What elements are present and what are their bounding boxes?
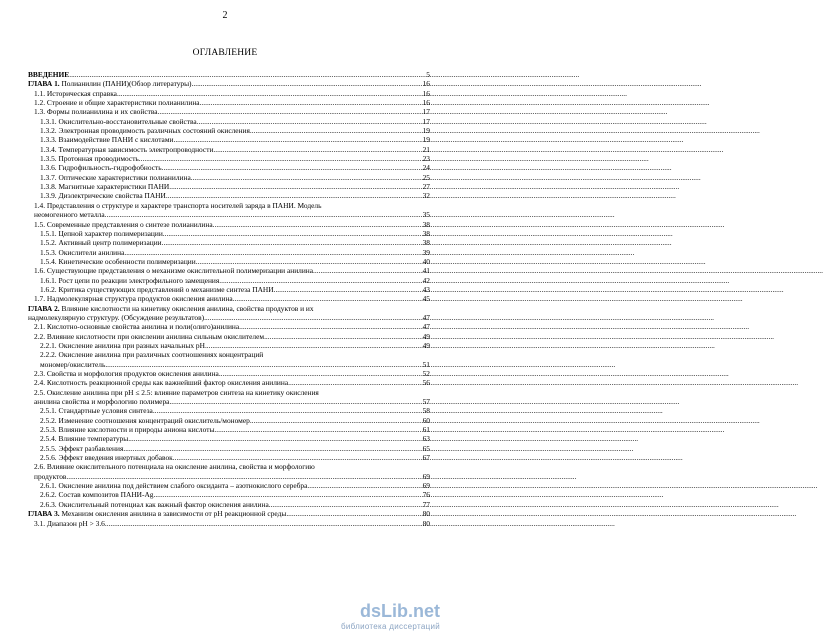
toc-page-number: 80 [422,518,430,528]
toc-page-number: 23 [422,154,430,164]
watermark-logo: dsLib.net [360,601,440,621]
toc-entry-label: ГЛАВА 3. [28,509,60,519]
toc-entry [28,304,430,323]
toc-entry [28,425,430,434]
toc-dot-leader [162,238,422,247]
toc-entry-title: 1.5.3. Окислители анилина [40,247,125,257]
toc-page-number: 49 [422,331,430,341]
toc-dot-leader [288,378,421,387]
toc-dot-leader [105,360,421,369]
toc-dot-leader [117,89,422,98]
toc-entry-title: 2.5.6. Эффект введения инертных добавок [40,453,173,463]
toc-entry-text [40,163,162,172]
toc-page-number: 76 [422,490,430,500]
toc-entry-title: 1.2. Строение и общие характеристики полианилина [34,98,200,108]
toc-entry-text [34,89,117,98]
toc-page-number: 38 [422,238,430,248]
toc-dot-leader [274,285,422,294]
toc-dot-leader [192,79,422,88]
toc-page-number: 63 [422,434,430,444]
toc-entry [28,98,430,107]
toc-entry-title: 2.3. Свойства и морфология продуктов окисления анилина [34,369,219,378]
toc-entry-text [40,182,169,191]
toc-dot-leader [239,322,421,331]
toc-page-number: 32 [422,191,430,201]
toc-entry-text [34,294,233,303]
toc-entry-line [40,360,430,369]
toc-entry-text [40,500,269,509]
toc-entry [28,229,430,238]
toc-page-number: 65 [422,443,430,453]
page-number: 2 [222,10,228,21]
toc-entry-title: Влияние кислотности на кинетику окисления анилина, свойства продуктов и их [59,303,314,313]
toc-page-number: 56 [422,378,430,388]
toc-entry [28,276,430,285]
toc-dot-leader [163,229,422,238]
toc-page-number: 19 [422,135,430,145]
toc-entry-title: 1.3.3. Взаимодействие ПАНИ с кислотами [40,135,174,145]
toc-page-number: 77 [422,499,430,509]
toc-dot-leader [204,313,422,322]
toc-dot-leader [250,416,422,425]
table-of-contents [28,70,430,528]
toc-entry [28,453,430,462]
toc-entry [28,79,430,88]
toc-dot-leader [169,397,421,406]
toc-page-number: 16 [422,88,430,98]
page-title: ОГЛАВЛЕНИЕ [192,48,258,58]
toc-entry [28,126,430,135]
toc-entry-continuation: анилина свойства и морфологию полимера [34,397,170,407]
toc-dot-leader [153,490,421,499]
toc-entry-text [34,266,313,275]
toc-dot-leader [66,472,421,481]
toc-entry-text [40,481,307,490]
toc-entry-text [40,276,219,285]
toc-entry-text [40,453,173,462]
toc-page-number: 38 [422,219,430,229]
toc-entry [28,350,430,369]
toc-entry [28,285,430,294]
toc-entry-text [40,154,139,163]
toc-entry [28,322,430,331]
toc-entry-title: 2.4. Кислотность реакционной среды как важнейший фактор окисления анилина [34,378,289,388]
toc-entry [28,519,430,528]
toc-entry [28,369,430,378]
toc-page-number: 25 [422,172,430,182]
toc-entry-title: 2.1. Кислотно-основные свойства анилина и поли(олиго)анилина [34,322,240,332]
toc-page-number: 27 [422,182,430,192]
toc-entry-text [40,238,162,247]
toc-dot-leader [173,135,421,144]
toc-dot-leader [200,98,422,107]
toc-entry-title: 2.5. Окисление анилина при pH ≤ 2.5: влияние параметров синтеза на кинетику окисления [34,387,319,397]
toc-entry-title: 2.6. Влияние окислительного потенциала на окисление анилина, свойства и морфологию [34,462,315,472]
toc-dot-leader [191,173,422,182]
toc-page-number: 61 [422,425,430,435]
toc-page-number: 69 [422,481,430,491]
toc-page-number: 60 [422,415,430,425]
toc-page-number: 21 [422,144,430,154]
toc-page-number: 17 [422,107,430,117]
toc-entry [28,257,430,266]
toc-dot-leader [169,182,421,191]
toc-entry-title: 1.3.5. Протонная проводимость [40,154,139,164]
toc-dot-leader [196,257,422,266]
toc-entry [28,388,430,407]
toc-entry-title: 2.2.1. Окисление анилина при разных начальных pH [40,340,205,350]
toc-entry-text [40,135,173,144]
toc-entry-title: 1.3.9. Диэлектрические свойства ПАНИ [40,191,166,201]
toc-dot-leader [214,220,421,229]
toc-entry-text [40,406,153,415]
toc-page-number: 35 [422,210,430,220]
toc-dot-leader [233,294,422,303]
toc-entry [28,154,430,163]
toc-entry-line [34,210,430,219]
toc-entry [28,462,430,481]
toc-entry-text [34,107,158,116]
toc-entry-text [28,509,286,518]
toc-entry-title: 2.5.3. Влияние кислотности и природы аниона кислоты [40,425,215,435]
toc-entry [28,490,430,499]
toc-dot-leader [197,117,422,126]
toc-entry-text [40,145,213,154]
toc-entry [28,406,430,415]
toc-page-number: 16 [422,79,430,89]
toc-entry-line [34,388,430,397]
toc-dot-leader [269,500,422,509]
toc-entry [28,135,430,144]
toc-page-number: 39 [422,247,430,257]
toc-entry-title: 1.5. Современные представления о синтезе полианилина. [34,219,215,229]
toc-entry-title: 1.5.4. Кинетические особенности полимеризации [40,256,196,266]
toc-entry-text [40,490,153,499]
toc-entry [28,332,430,341]
toc-entry-title: 1.3. Формы полианилина и их свойства [34,107,158,117]
toc-page-number: 40 [422,256,430,266]
toc-entry-text [34,332,264,341]
toc-entry-text [40,257,196,266]
toc-dot-leader [128,434,421,443]
toc-dot-leader [307,481,421,490]
toc-entry-title: 2.5.2. Изменение соотношения концентраций окислитель/мономер [40,415,250,425]
toc-dot-leader [139,154,422,163]
toc-entry-title: 1.3.6. Гидрофильность-гидрофобность [40,163,162,173]
toc-entry-title: 1.3.2. Электронная проводимость различных состояний окисления [40,126,250,136]
toc-entry-text [28,70,69,79]
toc-entry-text [34,98,200,107]
toc-entry-text [40,248,124,257]
toc-entry-text [40,416,250,425]
toc-entry-continuation: неомогенного металла [34,210,105,220]
toc-entry-line [28,304,430,313]
toc-page-number: 47 [422,322,430,332]
toc-page-number: 42 [422,275,430,285]
toc-entry [28,173,430,182]
toc-entry-title: 1.3.7. Оптические характеристики полианилина [40,172,191,182]
toc-entry [28,220,430,229]
toc-entry-title: 1.6. Существующие представления о механизме окислительной полимеризации анилина [34,266,314,276]
toc-entry-text [40,425,214,434]
toc-page-number: 69 [422,471,430,481]
toc-entry-title: Механизм окисления анилина в зависимости от pH реакционной среды [59,509,287,519]
toc-entry-label: ГЛАВА 2. [28,303,60,313]
toc-entry-title: 1.5.1. Цепной характер полимеризации [40,228,163,238]
toc-entry [28,191,430,200]
toc-page-number: 67 [422,453,430,463]
toc-page-number: 47 [422,312,430,322]
toc-dot-leader [123,444,421,453]
toc-entry [28,294,430,303]
toc-entry [28,145,430,154]
toc-entry [28,378,430,387]
toc-entry-title: 1.3.1. Окислительно-восстановительные свойства [40,116,197,126]
toc-entry-text [40,341,205,350]
toc-entry-title: 2.5.5. Эффект разбавления [40,443,124,453]
toc-entry-text [34,378,288,387]
toc-entry-text [40,126,250,135]
toc-page-number: 5 [426,70,430,79]
toc-page-number: 38 [422,228,430,238]
toc-entry [28,248,430,257]
toc-dot-leader [162,163,422,172]
toc-entry-text [34,369,219,378]
watermark-tagline: библиотека диссертаций [340,622,440,631]
toc-entry-title: 2.5.1. Стандартные условия синтеза [40,406,153,416]
toc-page-number: 41 [422,266,430,276]
toc-entry-text [28,79,192,88]
toc-entry-title: 2.6.1. Окисление анилина под действием слабого оксиданта – азотнокислого серебра [40,481,308,491]
toc-entry [28,182,430,191]
toc-entry-title: 1.1. Историческая справка [34,88,117,98]
toc-page-number: 80 [422,509,430,519]
toc-page-number: 16 [422,98,430,108]
toc-entry-title: 1.4. Представления о структуре и характере транспорта носителей заряда в ПАНИ. Модель [34,200,322,210]
toc-dot-leader [219,276,421,285]
toc-entry [28,117,430,126]
toc-page-number: 17 [422,116,430,126]
toc-entry-title: 2.2.2. Окисление анилина при различных соотношениях концентраций [40,350,264,360]
toc-dot-leader [250,126,422,135]
toc-entry [28,266,430,275]
toc-entry-title: 1.6.1. Рост цепи по реакции электрофильного замещения [40,275,220,285]
toc-entry-title: 1.7. Надмолекулярная структура продуктов окисления анилина [34,294,233,304]
toc-entry [28,238,430,247]
toc-entry-text [34,220,214,229]
toc-page-number: 19 [422,126,430,136]
toc-entry-label: ВВЕДЕНИЕ [28,70,70,79]
toc-entry [28,201,430,220]
toc-entry-text [40,285,274,294]
toc-dot-leader [205,341,422,350]
toc-entry-title: 1.5.2. Активный центр полимеризации [40,238,162,248]
toc-entry-title: 1.6.2. Критика существующих представлений о механизме синтеза ПАНИ [40,284,274,294]
toc-entry-continuation: надмолекулярную структуру. (Обсуждение результатов) [28,312,205,322]
toc-entry-continuation: продуктов [34,471,67,481]
toc-dot-leader [166,191,422,200]
toc-entry [28,89,430,98]
toc-entry-title: 1.3.8. Магнитные характеристики ПАНИ [40,182,170,192]
watermark [300,601,440,631]
toc-entry-line [34,472,430,481]
toc-entry-title: 2.6.3. Окислительный потенциал как важный фактор окисления анилина [40,499,269,509]
toc-dot-leader [173,453,422,462]
toc-entry-title: Полианилин (ПАНИ)(Обзор литературы) [59,79,192,89]
toc-entry [28,434,430,443]
toc-entry [28,509,430,518]
toc-dot-leader [264,332,422,341]
toc-page-number: 45 [422,294,430,304]
toc-page-number: 52 [422,369,430,378]
toc-entry-text [40,444,123,453]
toc-dot-leader [219,369,422,378]
toc-entry-label: ГЛАВА 1. [28,79,60,89]
toc-page-number: 49 [422,340,430,350]
toc-entry-title: 2.5.4. Влияние температуры [40,434,129,444]
toc-entry-text [40,173,191,182]
toc-entry-text [40,434,128,443]
toc-dot-leader [214,425,421,434]
toc-entry-line [40,350,430,359]
toc-dot-leader [158,107,422,116]
toc-dot-leader [69,70,425,79]
toc-entry-line [34,201,430,210]
toc-entry-title: 2.6.2. Состав композитов ПАНИ-Ag [40,490,154,500]
toc-entry-title: 1.3.4. Температурная зависимость электропроводности [40,144,214,154]
toc-entry-line [34,397,430,406]
toc-page-number: 51 [422,359,430,369]
toc-dot-leader [213,145,421,154]
toc-entry-text [40,117,197,126]
toc-entry [28,500,430,509]
toc-entry [28,444,430,453]
toc-entry-text [34,322,239,331]
toc-dot-leader [105,519,422,528]
toc-entry-text [34,519,105,528]
toc-page-number: 57 [422,397,430,407]
toc-page-number: 58 [422,406,430,416]
toc-entry [28,481,430,490]
toc-entry [28,416,430,425]
toc-entry [28,341,430,350]
toc-page-number: 24 [422,163,430,173]
toc-entry-title: 3.1. Диапазон pH > 3.6 [34,518,105,528]
toc-entry-line [34,462,430,471]
toc-entry-title: 2.2. Влияние кислотности при окислении анилина сильным окислителем [34,331,265,341]
toc-entry [28,163,430,172]
toc-dot-leader [105,210,422,219]
toc-dot-leader [124,248,421,257]
toc-entry-text [40,191,166,200]
toc-dot-leader [153,406,422,415]
toc-entry-text [40,229,163,238]
toc-entry-line [28,313,430,322]
toc-dot-leader [313,266,422,275]
toc-entry [28,107,430,116]
toc-entry [28,70,430,79]
toc-dot-leader [286,509,421,518]
toc-page-number: 43 [422,284,430,294]
toc-entry-continuation: мономер/окислитель [40,359,106,369]
